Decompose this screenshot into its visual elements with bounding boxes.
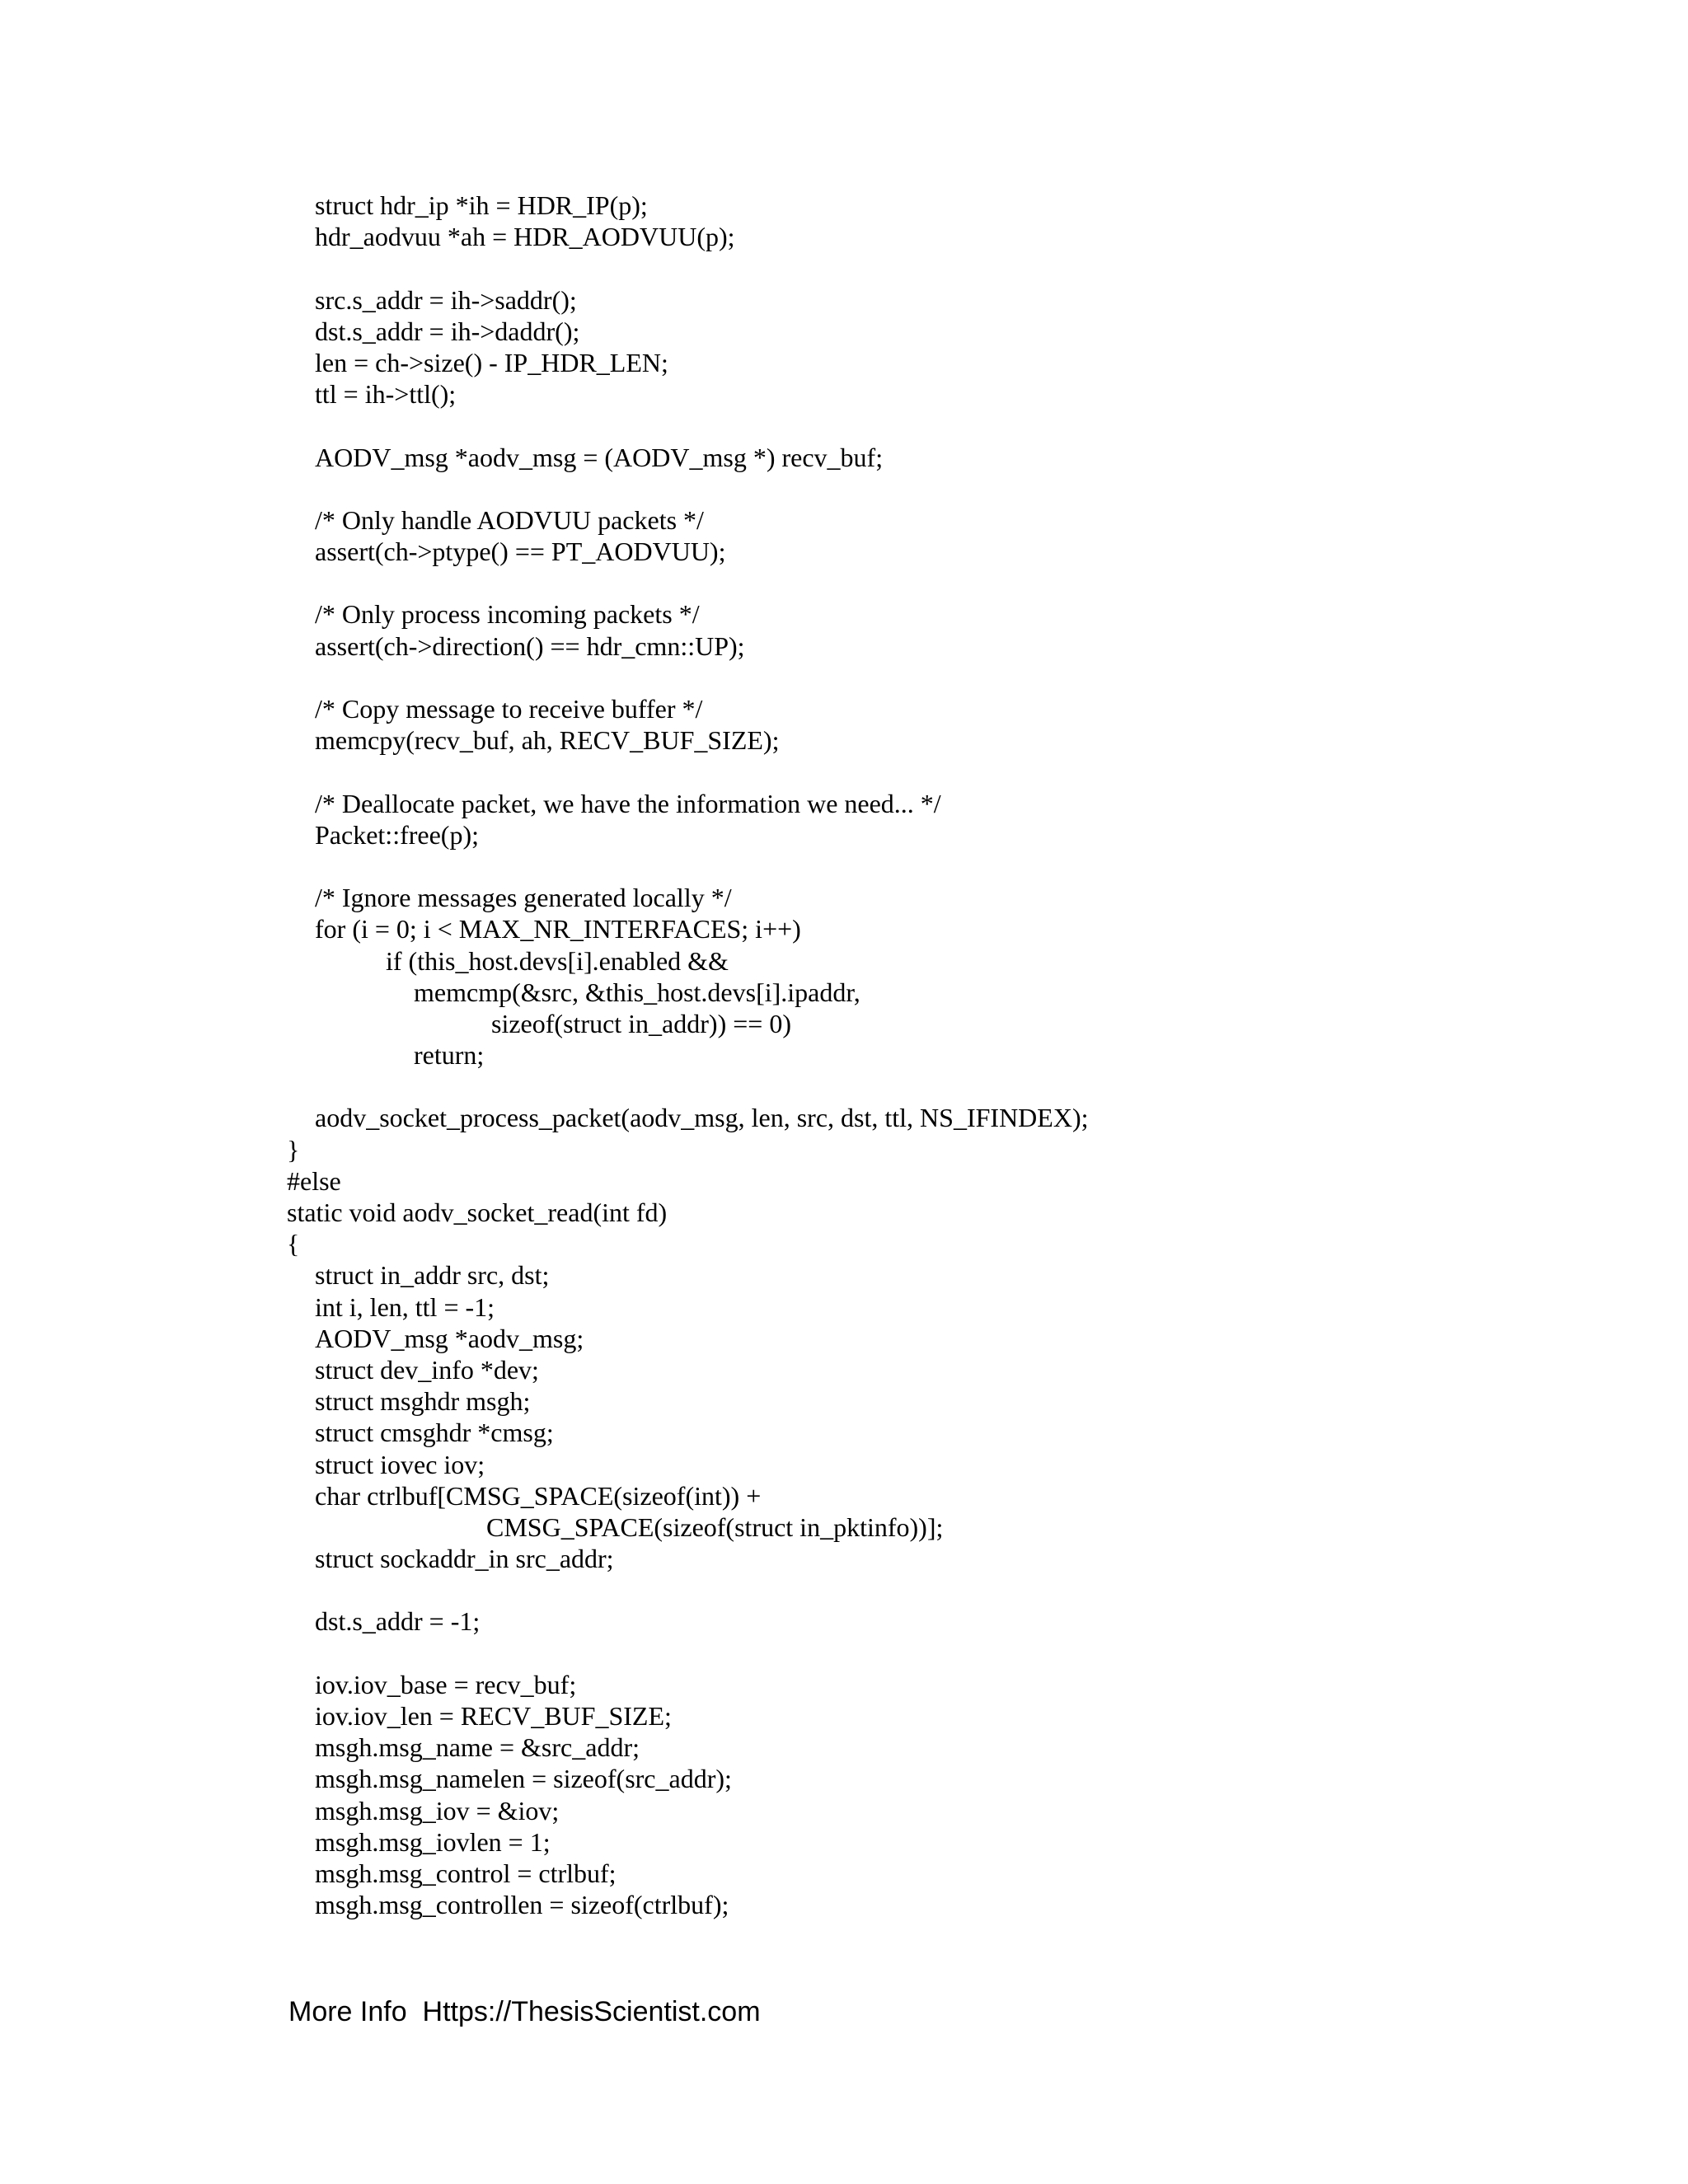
code-line-text: Packet::free(p); bbox=[315, 819, 479, 850]
code-line-text: len = ch->size() - IP_HDR_LEN; bbox=[315, 347, 668, 377]
code-line bbox=[0, 1574, 1688, 1605]
code-line bbox=[0, 1543, 1688, 1574]
code-line bbox=[0, 1165, 1688, 1197]
code-line bbox=[0, 1449, 1688, 1480]
code-line-text: memcmp(&src, &this_host.devs[i].ipaddr, bbox=[414, 977, 860, 1007]
code-line-text: struct msghdr msgh; bbox=[315, 1386, 531, 1417]
code-line-text: /* Copy message to receive buffer */ bbox=[315, 694, 703, 724]
code-line-text: AODV_msg *aodv_msg = (AODV_msg *) recv_buf; bbox=[315, 442, 884, 472]
code-line-text: #else bbox=[287, 1165, 341, 1196]
code-line-text: struct hdr_ip *ih = HDR_IP(p); bbox=[315, 190, 648, 220]
code-line bbox=[0, 913, 1688, 944]
code-line-text: struct sockaddr_in src_addr; bbox=[315, 1544, 614, 1574]
code-line bbox=[0, 1889, 1688, 1920]
code-line bbox=[0, 1134, 1688, 1165]
code-line-text: aodv_socket_process_packet(aodv_msg, len, src, dst, ttl, NS_IFINDEX); bbox=[315, 1103, 1089, 1133]
code-line-text: msgh.msg_control = ctrlbuf; bbox=[315, 1858, 617, 1888]
code-line bbox=[0, 1291, 1688, 1323]
code-listing bbox=[0, 190, 1688, 1920]
code-line bbox=[0, 756, 1688, 787]
code-line bbox=[0, 1795, 1688, 1826]
code-line bbox=[0, 1605, 1688, 1637]
code-line-text: msgh.msg_namelen = sizeof(src_addr); bbox=[315, 1764, 732, 1794]
code-line-text: dst.s_addr = ih->daddr(); bbox=[315, 316, 580, 346]
code-line bbox=[0, 378, 1688, 410]
code-line-text: iov.iov_len = RECV_BUF_SIZE; bbox=[315, 1701, 672, 1731]
code-line bbox=[0, 190, 1688, 221]
code-line bbox=[0, 504, 1688, 536]
code-line-text: if (this_host.devs[i].enabled && bbox=[386, 945, 729, 976]
code-line-text: msgh.msg_name = &src_addr; bbox=[315, 1732, 640, 1763]
code-line bbox=[0, 851, 1688, 882]
code-line bbox=[0, 693, 1688, 724]
code-line-text: hdr_aodvuu *ah = HDR_AODVUU(p); bbox=[315, 222, 735, 252]
code-line-text: AODV_msg *aodv_msg; bbox=[315, 1323, 584, 1353]
code-line-text: iov.iov_base = recv_buf; bbox=[315, 1669, 577, 1699]
code-line-text: struct iovec iov; bbox=[315, 1449, 485, 1479]
code-line-text: int i, len, ttl = -1; bbox=[315, 1291, 495, 1322]
code-line bbox=[0, 1763, 1688, 1794]
code-line-text: char ctrlbuf[CMSG_SPACE(sizeof(int)) + bbox=[315, 1480, 762, 1511]
code-line bbox=[0, 788, 1688, 819]
code-line-text: msgh.msg_controllen = sizeof(ctrlbuf); bbox=[315, 1890, 729, 1920]
code-line bbox=[0, 316, 1688, 347]
code-line bbox=[0, 977, 1688, 1008]
code-line-text: memcpy(recv_buf, ah, RECV_BUF_SIZE); bbox=[315, 725, 780, 756]
code-line-text: CMSG_SPACE(sizeof(struct in_pktinfo))]; bbox=[486, 1511, 944, 1542]
code-line-text: dst.s_addr = -1; bbox=[315, 1606, 481, 1637]
code-line bbox=[0, 1511, 1688, 1543]
code-line bbox=[0, 1858, 1688, 1889]
code-line bbox=[0, 536, 1688, 567]
code-line-text: return; bbox=[414, 1040, 485, 1071]
code-line bbox=[0, 221, 1688, 252]
footer-link-text: More Info Https://ThesisScientist.com bbox=[288, 1996, 761, 2027]
code-line-text: struct cmsghdr *cmsg; bbox=[315, 1418, 554, 1448]
code-line-text: assert(ch->direction() == hdr_cmn::UP); bbox=[315, 630, 745, 661]
code-line-text: msgh.msg_iov = &iov; bbox=[315, 1795, 560, 1825]
code-line bbox=[0, 1732, 1688, 1763]
code-line-text: struct in_addr src, dst; bbox=[315, 1260, 550, 1291]
code-line-text: { bbox=[287, 1229, 300, 1259]
code-line bbox=[0, 1197, 1688, 1228]
code-line bbox=[0, 1228, 1688, 1259]
code-line-text: /* Only process incoming packets */ bbox=[315, 599, 700, 630]
code-line bbox=[0, 1354, 1688, 1385]
code-line bbox=[0, 1826, 1688, 1858]
code-line bbox=[0, 1259, 1688, 1291]
code-line-text: ttl = ih->ttl(); bbox=[315, 379, 457, 410]
code-line bbox=[0, 882, 1688, 913]
code-line bbox=[0, 945, 1688, 977]
code-line bbox=[0, 442, 1688, 473]
code-line bbox=[0, 1638, 1688, 1669]
code-line bbox=[0, 1323, 1688, 1354]
code-line-text: /* Ignore messages generated locally */ bbox=[315, 883, 732, 913]
code-line bbox=[0, 1669, 1688, 1700]
code-line bbox=[0, 347, 1688, 378]
code-line bbox=[0, 567, 1688, 598]
code-line-text: } bbox=[287, 1134, 300, 1165]
code-line bbox=[0, 410, 1688, 441]
code-line-text: for (i = 0; i < MAX_NR_INTERFACES; i++) bbox=[315, 914, 801, 944]
code-line bbox=[0, 1008, 1688, 1039]
code-line bbox=[0, 724, 1688, 756]
code-line bbox=[0, 252, 1688, 284]
code-line bbox=[0, 598, 1688, 630]
code-line bbox=[0, 630, 1688, 662]
code-line bbox=[0, 1102, 1688, 1133]
code-line bbox=[0, 1071, 1688, 1102]
code-line bbox=[0, 1480, 1688, 1511]
code-line-text: src.s_addr = ih->saddr(); bbox=[315, 284, 577, 315]
code-line bbox=[0, 284, 1688, 316]
code-line bbox=[0, 473, 1688, 504]
code-line bbox=[0, 662, 1688, 693]
code-line-text: assert(ch->ptype() == PT_AODVUU); bbox=[315, 537, 726, 567]
code-line bbox=[0, 1417, 1688, 1448]
code-line-text: sizeof(struct in_addr)) == 0) bbox=[491, 1008, 791, 1038]
code-line-text: /* Deallocate packet, we have the information we need... */ bbox=[315, 788, 941, 818]
code-line bbox=[0, 1700, 1688, 1732]
code-line bbox=[0, 1385, 1688, 1417]
code-line-text: static void aodv_socket_read(int fd) bbox=[287, 1197, 668, 1227]
code-line-text: struct dev_info *dev; bbox=[315, 1354, 539, 1385]
code-line bbox=[0, 819, 1688, 851]
code-line-text: msgh.msg_iovlen = 1; bbox=[315, 1826, 551, 1857]
code-line-text: /* Only handle AODVUU packets */ bbox=[315, 504, 704, 535]
code-line bbox=[0, 1039, 1688, 1071]
